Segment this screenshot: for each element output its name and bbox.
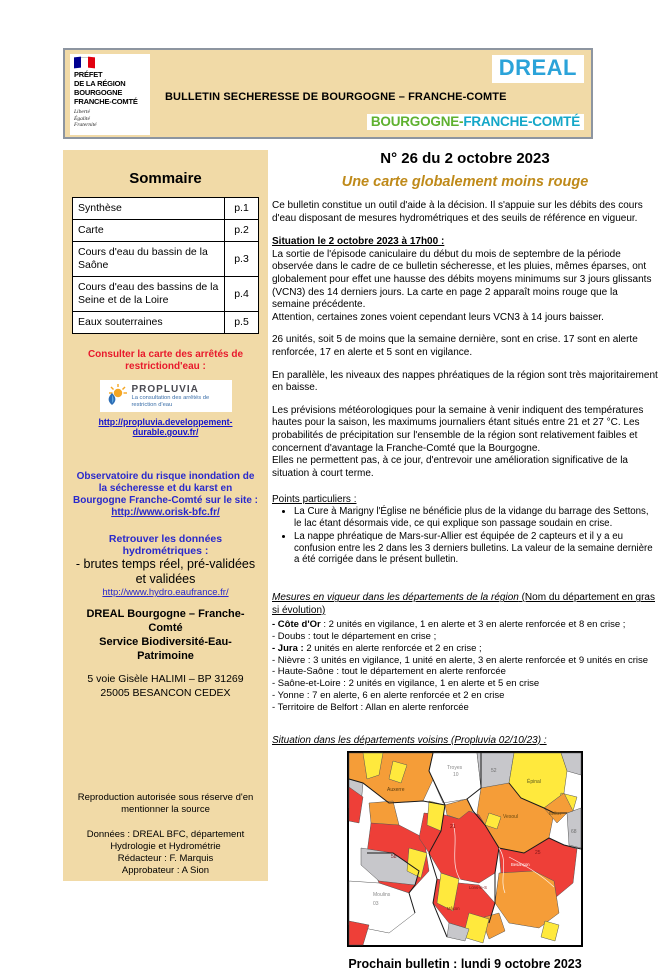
list-item [272,690,658,702]
prefet-line: PRÉFET [74,70,103,79]
map-label: Troyes [447,764,463,771]
toc-label: Eaux souterraines [73,312,225,334]
map-label: 21 [450,823,456,830]
list-item [272,666,658,678]
map-label: Lons-le-S [469,884,487,890]
dept-text: : 7 en alerte, 6 en alerte renforcée et 2 en crise [304,690,505,702]
map-label: Moulins [373,891,391,898]
org-name: DREAL Bourgogne – Franche-Comté [86,608,245,634]
paragraph: Les prévisions météorologiques pour la semaine à venir indiquent des températures hautes pour la saison, les maximums journaliers étant situés entre 21 et 27 °C. Les probabilités de précipitation sur l'ensemble de la région sont relativement faibles et concernent d'avantage la Franche-Comté que la Bourgogne. [272,404,644,454]
table-row [73,277,259,312]
hydro-subtitle: - brutes temps réel, pré-validées et validées [75,557,256,586]
prefet-line: FRANCHE-COMTÉ [74,97,138,106]
map-label: Mâcon [447,905,460,911]
list-item: • La Cure à Marigny l'Église ne bénéficie plus de la vidange du barrage des Settons, le lac étant désormais vide, ce qui explique son passage soudain en crise. [294,506,658,530]
address-block [72,672,259,700]
paragraph: La sortie de l'épisode caniculaire du début du mois de septembre de la période observée dans le cadre de ce bulletin sécheresse, et les pluies, mêmes éparses, ont globalement pour effet une hausse des débits moyens minimums sur 3 jours glissants (VCN3) des 14 derniers jours. La carte en page 2 apparaît moins rouge que la semaine précédente. [272,248,652,311]
sommaire-title: Sommaire [129,170,202,187]
toc-page: p.2 [225,220,259,242]
table-row [73,220,259,242]
toc-label: Carte [73,220,225,242]
situation-heading-text: Situation le 2 octobre 2023 à 17h00 : [272,236,445,248]
dept-text: : 2 unités en vigilance, 1 en alerte et 5 en crise [340,678,540,690]
propluvia-name: PROPLUVIA [131,384,199,395]
toc-page: p.4 [225,277,259,312]
propluvia-icon [104,383,128,409]
dept-name: - Territoire de Belfort [272,701,358,713]
dreal-logo: DREAL [492,55,584,83]
paragraph: Attention, certaines zones voient cependant leurs VCN3 à 14 jours baisser. [272,311,604,323]
intro-paragraph: Ce bulletin constitue un outil d'aide à la décision. Il s'appuie sur les débits des cours d'eau disposant de mesures hydrométriques et des seuils de référence en vigueur. [272,200,643,224]
prefet-line: BOURGOGNE [74,88,123,97]
observatoire-note: Observatoire du risque inondation de la sécheresse et du karst en Bourgogne Franche-Comté sur le site : [72,471,259,506]
dept-text: 2 unités en alerte renforcée et 2 en crise ; [303,642,482,654]
orisk-link[interactable]: http://www.orisk-bfc.fr/ [111,507,220,518]
map-label: 68 [571,828,577,835]
sommaire-table [72,197,259,334]
motto-line: Fraternité [74,122,97,128]
main-content [272,150,658,971]
map-label: 52 [491,767,497,774]
prefet-logo [70,54,150,135]
credit-approbateur: Approbateur : A Sion [121,865,210,876]
list-item [272,702,658,714]
map-label: 58 [391,853,397,860]
dept-text: : 3 unités en vigilance, 1 unité en alerte, 3 en alerte renforcée et 9 unités en crise [305,654,649,666]
org-service: Service Biodiversité-Eau-Patrimoine [99,636,232,662]
map-label: Vesoul [503,813,519,820]
region-banner [367,114,584,130]
mesures-heading [272,592,658,617]
reproduction-line: mentionner la source [121,804,210,815]
mesures-heading-italic: Mesures en vigueur dans les départements de la région [272,592,519,604]
points-list [294,506,658,566]
dept-text: : tout le département en crise ; [305,631,437,643]
toc-label: Cours d'eau des bassins de la Seine et de la Loire [73,277,225,312]
voisins-map-svg [349,753,581,945]
map-label: Belfort [549,810,562,816]
dept-name: - Jura : [272,642,304,654]
dept-name: - Haute-Saône [272,666,334,678]
prefet-motto [74,109,146,129]
map-label: Besançon [511,861,530,867]
voisins-heading: Situation dans les départements voisins (Propluvia 02/10/23) : [272,734,547,746]
dept-name: - Yonne [272,690,305,702]
org-block [72,607,259,663]
map-label: 25 [535,849,541,856]
paragraph: En parallèle, les niveaux des nappes phréatiques de la région sont très majoritairement en baisse. [272,369,658,394]
headline: Une carte globalement moins rouge [341,174,589,190]
list-item [272,678,658,690]
situation-heading [272,236,658,249]
motto-line: Égalité [74,115,90,122]
propluvia-text [132,384,228,408]
toc-page: p.1 [225,198,259,220]
toc-page: p.5 [225,312,259,334]
reproduction-line: Reproduction autorisée sous réserve d'en [77,792,254,803]
paragraph: 26 unités, soit 5 de moins que la semaine dernière, sont en crise. 17 sont en alerte renforcée, 17 en alerte et 5 sont en vigilance. [272,334,638,358]
region-banner-part1: BOURGOGNE- [370,114,464,129]
map-label: 03 [373,900,379,907]
credit-donnees: Données : DREAL BFC, département Hydrologie et Hydrométrie [86,829,245,852]
credits-block [72,829,259,877]
propluvia-logo[interactable] [100,380,232,412]
consulter-note: Consulter la carte des arrêtés de restrictiond'eau : [87,349,244,372]
toc-page: p.3 [225,242,259,277]
points-heading: Points particuliers : [272,494,357,506]
reproduction-note [72,792,259,816]
bulletin-title: BULLETIN SECHERESSE DE BOURGOGNE – FRANCHE-COMTE [165,91,507,103]
map-label: Auxerre [387,786,405,793]
region-banner-part2: FRANCHE-COMTÉ [463,114,580,129]
credit-redacteur: Rédacteur : F. Marquis [117,853,214,864]
map-label: 10 [453,771,459,778]
table-row [73,198,259,220]
french-flag-icon [74,57,96,68]
list-item [272,619,658,631]
voisins-map [347,751,583,947]
motto-line: Liberté [74,109,90,115]
toc-label: Synthèse [73,198,225,220]
next-bulletin: Prochain bulletin : lundi 9 octobre 2023 [348,956,582,971]
dept-text: : Allan en alerte renforcée [357,701,469,713]
dept-text: : 2 unités en vigilance, 1 en alerte et 3 en alerte renforcée et 8 en crise ; [320,619,626,631]
table-row [73,312,259,334]
dept-name: - Saône-et-Loire [272,678,341,690]
dept-text: : tout le département en alerte renforcée [333,666,506,678]
prefet-line: DE LA RÉGION [74,79,126,88]
header-banner [63,48,593,139]
address-line: 25005 BESANCON CEDEX [100,687,231,699]
list-item [272,631,658,643]
table-row [73,242,259,277]
hydro-title: Retrouver les données hydrométriques : [108,533,223,557]
paragraph: Elles ne permettent pas, à ce jour, d'entrevoir une amélioration significative de la situation à court terme. [272,455,628,479]
dept-name: - Côte d'Or [272,619,321,631]
mesures-heading-note: (Nom du département en gras si évolution) [272,592,655,616]
dept-name: - Nièvre [272,654,306,666]
dept-name: - Doubs [272,631,306,643]
map-label: Épinal [527,778,541,785]
departements-list [272,619,658,713]
list-item [272,655,658,667]
list-item: • La nappe phréatique de Mars-sur-Allier est équipée de 2 capteurs et il y a eu confusion entre les 2 dans les 3 derniers bulletins. La valeur de la semaine dernière a été corrigée dans le présent bulletin. [294,531,658,566]
address-line: 5 voie Gisèle HALIMI – BP 31269 [87,673,244,685]
hydro-link[interactable]: http://www.hydro.eaufrance.fr/ [102,587,229,598]
list-item [272,643,658,655]
propluvia-link[interactable]: http://propluvia.developpement-durable.gouv.fr/ [98,417,233,437]
sidebar [63,150,268,881]
toc-label: Cours d'eau du bassin de la Saône [73,242,225,277]
issue-title: N° 26 du 2 octobre 2023 [380,150,550,167]
propluvia-subtitle: La consultation des arrêtés de restriction d'eau [131,395,210,408]
